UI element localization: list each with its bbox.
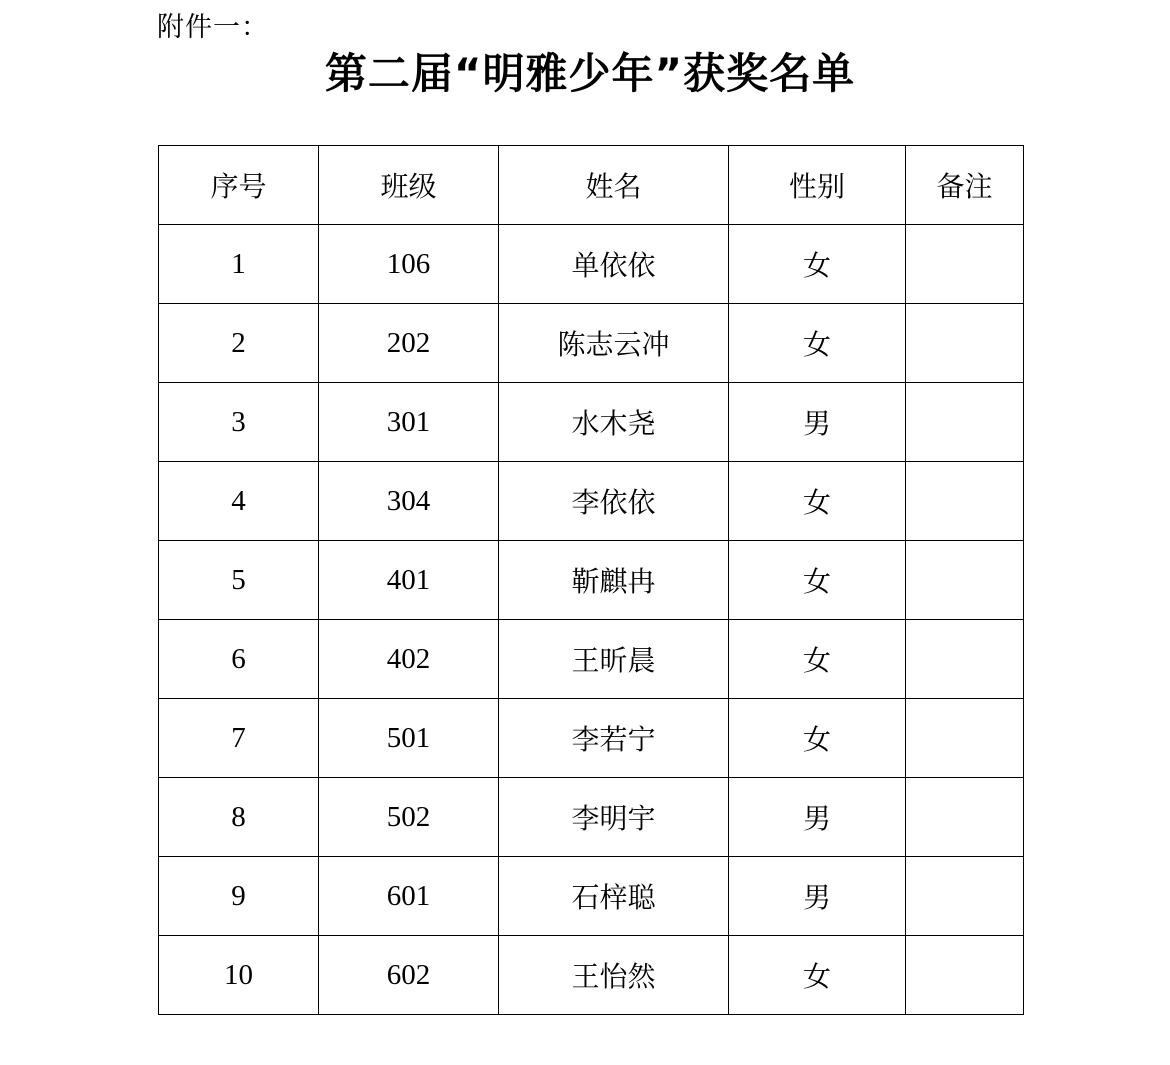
column-header-class: 班级 bbox=[319, 146, 499, 225]
cell-gender: 女 bbox=[729, 462, 906, 541]
cell-class: 502 bbox=[319, 778, 499, 857]
cell-gender: 女 bbox=[729, 304, 906, 383]
cell-gender: 男 bbox=[729, 857, 906, 936]
page-title: 第二届“明雅少年”获奖名单 bbox=[324, 49, 856, 98]
cell-name: 单依依 bbox=[499, 225, 729, 304]
cell-note bbox=[906, 383, 1024, 462]
table-row bbox=[159, 462, 1024, 541]
cell-note bbox=[906, 620, 1024, 699]
table-row bbox=[159, 699, 1024, 778]
award-list-table bbox=[158, 145, 1024, 1015]
cell-gender: 男 bbox=[729, 383, 906, 462]
cell-name: 李明宇 bbox=[499, 778, 729, 857]
cell-name: 王怡然 bbox=[499, 936, 729, 1015]
cell-number: 3 bbox=[159, 383, 319, 462]
table-row bbox=[159, 620, 1024, 699]
cell-number: 7 bbox=[159, 699, 319, 778]
cell-class: 304 bbox=[319, 462, 499, 541]
cell-name: 石梓聪 bbox=[499, 857, 729, 936]
cell-number: 9 bbox=[159, 857, 319, 936]
cell-name: 水木尧 bbox=[499, 383, 729, 462]
column-header-note: 备注 bbox=[906, 146, 1024, 225]
column-header-name: 姓名 bbox=[499, 146, 729, 225]
cell-number: 2 bbox=[159, 304, 319, 383]
table-row bbox=[159, 778, 1024, 857]
cell-name: 陈志云冲 bbox=[499, 304, 729, 383]
column-header-gender: 性别 bbox=[729, 146, 906, 225]
cell-class: 401 bbox=[319, 541, 499, 620]
cell-gender: 男 bbox=[729, 778, 906, 857]
cell-name: 靳麒冉 bbox=[499, 541, 729, 620]
cell-number: 4 bbox=[159, 462, 319, 541]
cell-class: 601 bbox=[319, 857, 499, 936]
cell-note bbox=[906, 225, 1024, 304]
cell-number: 6 bbox=[159, 620, 319, 699]
cell-number: 10 bbox=[159, 936, 319, 1015]
cell-class: 106 bbox=[319, 225, 499, 304]
table-row bbox=[159, 383, 1024, 462]
cell-name: 李若宁 bbox=[499, 699, 729, 778]
cell-gender: 女 bbox=[729, 620, 906, 699]
table-row bbox=[159, 936, 1024, 1015]
cell-number: 8 bbox=[159, 778, 319, 857]
attachment-label: 附件一： bbox=[157, 12, 269, 43]
table-row bbox=[159, 541, 1024, 620]
cell-name: 王昕晨 bbox=[499, 620, 729, 699]
table-row bbox=[159, 304, 1024, 383]
cell-class: 402 bbox=[319, 620, 499, 699]
column-header-number: 序号 bbox=[159, 146, 319, 225]
cell-gender: 女 bbox=[729, 541, 906, 620]
cell-note bbox=[906, 304, 1024, 383]
cell-gender: 女 bbox=[729, 225, 906, 304]
cell-number: 5 bbox=[159, 541, 319, 620]
cell-class: 301 bbox=[319, 383, 499, 462]
cell-note bbox=[906, 936, 1024, 1015]
cell-number: 1 bbox=[159, 225, 319, 304]
table-row bbox=[159, 857, 1024, 936]
table-header-row bbox=[159, 146, 1024, 225]
cell-note bbox=[906, 462, 1024, 541]
cell-name: 李依依 bbox=[499, 462, 729, 541]
cell-note bbox=[906, 541, 1024, 620]
cell-note bbox=[906, 778, 1024, 857]
cell-class: 501 bbox=[319, 699, 499, 778]
cell-class: 602 bbox=[319, 936, 499, 1015]
table-row bbox=[159, 225, 1024, 304]
cell-gender: 女 bbox=[729, 936, 906, 1015]
cell-gender: 女 bbox=[729, 699, 906, 778]
cell-class: 202 bbox=[319, 304, 499, 383]
cell-note bbox=[906, 699, 1024, 778]
cell-note bbox=[906, 857, 1024, 936]
